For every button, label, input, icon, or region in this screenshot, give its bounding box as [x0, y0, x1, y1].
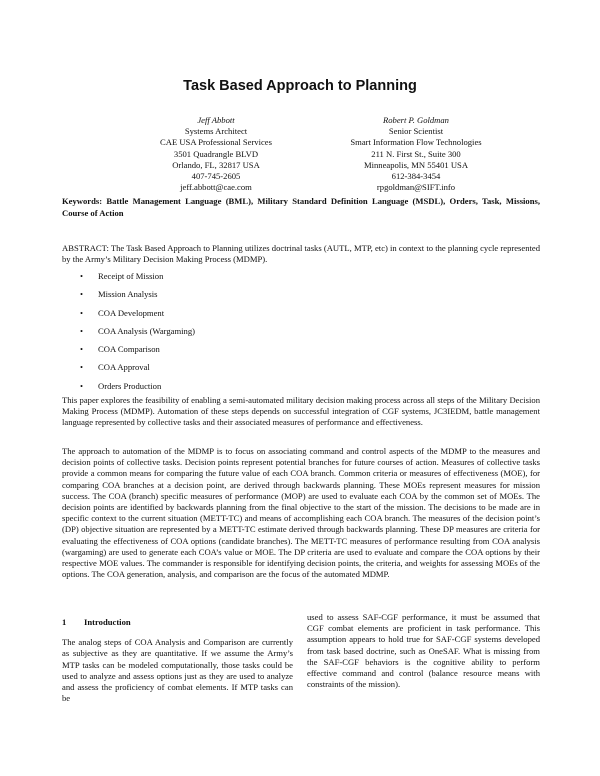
author-block-2: [296, 115, 536, 193]
author-phone: 612-384-3454: [391, 171, 441, 182]
author-address-line1: 3501 Quadrangle BLVD: [173, 148, 259, 159]
right-column: [307, 612, 540, 690]
author-email: rpgoldman@SIFT.info: [376, 182, 456, 193]
abstract: ABSTRACT: The Task Based Approach to Planning utilizes doctrinal tasks (AUTL, MTP, etc) in context to the planning cycle represented by the Army’s Military Decision Making Process (MDMP).: [62, 243, 540, 265]
left-column: [62, 612, 293, 704]
paper-title: Task Based Approach to Planning: [183, 78, 417, 94]
author-address-line1: 211 N. First St., Suite 300: [371, 148, 461, 159]
body-paragraph-2: The approach to automation of the MDMP is to focus on associating command and control aspects of the MDMP to the measures and decision points of collective tasks. Decision points represent potential branches for future courses of action. Measures of collective tasks provide a common means for comparing the future value of each COA branch. Common criteria or measures of effectiveness (MOE), for comparing COA branches at a decision point, are derived through backwards planning. These MOEs represent measures for mission success. The COA (branch) specific measures of performance (MOP) are used to evaluate each COA by the common set of MOEs. The decision points are identified by backwards planning from the final objective to the start of the mission. The decisions to be made are in specific context to the current situation (METT-TC) and means of accomplishing each COA branch. The measures of the decision point’s (DP) objective situation are represented by a METT-TC estimate derived through backwards planning. These DP measures are criteria for evaluating the effectiveness of COA options (candidate branches). The METT-TC measures of performance resulting from COA analysis (wargaming) are used to generate each COA’s value or MOE. The DP criteria are used to evaluate and compare the COA options by their respective MOE values. The commander is responsible for identifying decision points, the criteria, and weights for assessing MOEs of the options. The COA generation, analysis, and comparison are the focus of the automated MDMP.: [62, 446, 540, 580]
intro-paragraph-right: used to assess SAF-CGF performance, it must be assumed that CGF combat elements are proficient in task performance. This assumption appears to hold true for SAF-CGF systems developed from task based doctrine, such as OneSAF. What is missing from the SAF-CGF behaviors is the cognitive ability to perform effective command and control (balance resource means with constraints of the mission).: [307, 612, 540, 690]
section-title: Introduction: [84, 617, 131, 627]
list-item: • COA Development: [78, 308, 378, 326]
intro-paragraph-left: The analog steps of COA Analysis and Comparison are currently as subjective as they are quantitative. If we assume the Army’s MTP tasks can be modeled computationally, those tasks could be used to analyze and assess options just as they are used to analyze and assess the proficiency of combat elements. If MTP tasks can be: [62, 637, 293, 704]
list-item: • COA Approval: [78, 362, 378, 380]
author-address-line2: Minneapolis, MN 55401 USA: [363, 159, 469, 170]
list-item: • COA Analysis (Wargaming): [78, 326, 378, 344]
list-item: • Mission Analysis: [78, 289, 378, 307]
author-role: Senior Scientist: [388, 126, 444, 137]
author-block-1: [116, 115, 316, 193]
body-paragraph-1: This paper explores the feasibility of enabling a semi-automated military decision making process across all steps of the Military Decision Making Process (MDMP). Automation of these steps depends on successful integration of CGF systems, JC3IEDM, battle management language represented by collective tasks and their associated measures of performance and effectiveness.: [62, 395, 540, 428]
author-role: Systems Architect: [184, 126, 248, 137]
author-name: Robert P. Goldman: [383, 115, 449, 125]
list-item: • Orders Production: [78, 381, 378, 399]
author-org: Smart Information Flow Technologies: [350, 137, 482, 148]
author-name: Jeff Abbott: [197, 115, 235, 125]
section-heading: [62, 617, 293, 628]
list-item: • COA Comparison: [78, 344, 378, 362]
list-item: • Receipt of Mission: [78, 271, 378, 289]
author-address-line2: Orlando, FL, 32817 USA: [172, 159, 260, 170]
author-phone: 407-745-2605: [191, 171, 241, 182]
keywords: Keywords: Battle Management Language (BML), Military Standard Definition Language (MSDL), Orders, Task, Missions, Course of Action: [62, 196, 540, 218]
section-number: 1: [62, 617, 67, 627]
author-email: jeff.abbott@cae.com: [180, 182, 252, 193]
author-org: CAE USA Professional Services: [160, 137, 272, 148]
mdmp-steps-list: [78, 271, 378, 399]
